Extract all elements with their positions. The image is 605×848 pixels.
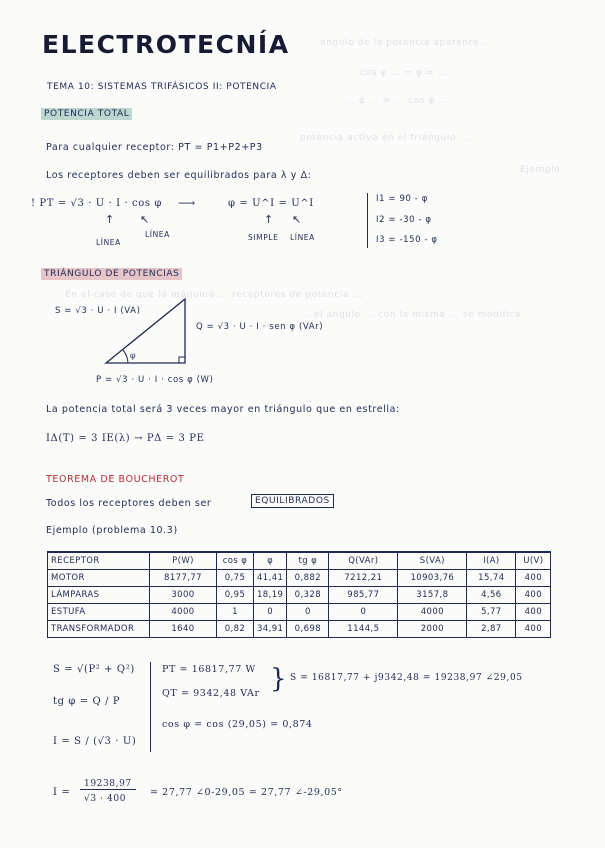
pt-result: PT = 16817,77 W <box>162 664 256 675</box>
table-cell: 4,56 <box>467 587 516 604</box>
power-triangle-diagram <box>100 295 195 370</box>
table-row <box>48 621 551 638</box>
table-header-cell: I(A) <box>467 552 516 570</box>
diag-arrow-icon: ↖ <box>140 213 150 226</box>
cond-i3: I3 = -150 - φ <box>376 235 438 245</box>
ghost-line-4: potencia activa en el triángulo ... <box>300 133 470 143</box>
table-cell: 0,82 <box>217 621 254 638</box>
s-result: S = 16817,77 + j9342,48 = 19238,97 ∠29,05 <box>290 673 523 683</box>
arrow-icon: ⟶ <box>178 196 196 210</box>
table-cell: 985,77 <box>329 587 398 604</box>
table-cell: 0,882 <box>287 570 329 587</box>
ghost-line-2: cos φ ... = φ = ... <box>360 68 448 78</box>
table-cell: 400 <box>516 570 551 587</box>
table-header-cell: cos φ <box>217 552 254 570</box>
final-denominator: √3 · 400 <box>84 794 127 804</box>
table-cell: 4000 <box>398 604 467 621</box>
note-triangulo: La potencia total será 3 veces mayor en triángulo que en estrella: <box>46 404 400 415</box>
table-cell: 7212,21 <box>329 570 398 587</box>
cond-i2: I2 = -30 - φ <box>376 215 432 225</box>
table-cell: MOTOR <box>48 570 150 587</box>
diag-arrow-icon: ↖ <box>292 213 302 226</box>
right-angle-mark <box>179 357 185 363</box>
table-cell: 1640 <box>150 621 217 638</box>
table-cell: 5,77 <box>467 604 516 621</box>
table-cell: 0 <box>287 604 329 621</box>
table-header-row <box>48 552 551 570</box>
table-cell: 1 <box>217 604 254 621</box>
table-cell: 2,87 <box>467 621 516 638</box>
table-cell: 400 <box>516 621 551 638</box>
section-triangulo: TRIÁNGULO DE POTENCIAS <box>41 268 182 280</box>
tema-heading: TEMA 10: SISTEMAS TRIFÁSICOS II: POTENCIA <box>47 82 277 92</box>
table-cell: 3157,8 <box>398 587 467 604</box>
final-result: = 27,77 ∠0-29,05 = 27,77 ∠-29,05° <box>150 787 343 798</box>
label-linea-i: LÍNEA <box>145 230 170 239</box>
table-cell: 15,74 <box>467 570 516 587</box>
label-q: Q = √3 · U · I · sen φ (VAr) <box>196 322 324 332</box>
divider-line <box>150 662 151 752</box>
formula-s: S = √(P² + Q²) <box>53 664 135 675</box>
line-todos-receptores: Todos los receptores deben ser <box>46 498 212 509</box>
ghost-line-5: Ejemplo <box>520 165 561 175</box>
section-boucherot: TEOREMA DE BOUCHEROT <box>46 474 185 485</box>
boxed-equilibrados: EQUILIBRADOS <box>251 494 334 508</box>
table-cell: 400 <box>516 604 551 621</box>
ghost-line-7: ... el ángulo ... con la misma ... se modifica <box>300 310 522 320</box>
ghost-line-1: ángulo de la potencia aparente ... <box>320 38 493 48</box>
table-cell: ESTUFA <box>48 604 150 621</box>
final-i-symbol: I = <box>53 787 71 798</box>
table-cell: 34,91 <box>254 621 287 638</box>
table-row <box>48 604 551 621</box>
qt-result: QT = 9342,48 VAr <box>162 688 260 699</box>
table-cell: 8177,77 <box>150 570 217 587</box>
table-cell: 4000 <box>150 604 217 621</box>
section-potencia-total: POTENCIA TOTAL <box>41 108 132 120</box>
table-cell: 0,95 <box>217 587 254 604</box>
bracket-line <box>367 193 368 248</box>
table-header-cell: Q(VAr) <box>329 552 398 570</box>
up-arrow-icon: ↑ <box>105 213 115 226</box>
formula-i: I = S / (√3 · U) <box>53 736 137 747</box>
angle-arc <box>123 350 128 363</box>
table-cell: 0,698 <box>287 621 329 638</box>
receptors-table <box>47 551 551 638</box>
brace-icon: } <box>270 664 288 694</box>
cond-i1: I1 = 90 - φ <box>376 194 428 204</box>
eq-delta-star: IΔ(T) = 3 IE(λ) → PΔ = 3 PE <box>46 433 205 444</box>
table-cell: TRANSFORMADOR <box>48 621 150 638</box>
table-header-cell: RECEPTOR <box>48 552 150 570</box>
example-label: Ejemplo (problema 10.3) <box>46 525 178 536</box>
line-cualquier-receptor: Para cualquier receptor: PT = P1+P2+P3 <box>46 142 263 153</box>
ghost-line-6: En el caso de que la máquina ... receptores de potencia ... <box>65 290 363 300</box>
table-cell: 41,41 <box>254 570 287 587</box>
angle-phi: φ <box>130 351 137 360</box>
table-cell: 0 <box>329 604 398 621</box>
table-cell: 0,75 <box>217 570 254 587</box>
final-numerator: 19238,97 <box>80 779 136 790</box>
line-equilibrados: Los receptores deben ser equilibrados para λ y Δ: <box>46 170 312 181</box>
table-cell: 18,19 <box>254 587 287 604</box>
table-header-cell: S(VA) <box>398 552 467 570</box>
table-cell: 10903,76 <box>398 570 467 587</box>
table-header-cell: tg φ <box>287 552 329 570</box>
table-row <box>48 570 551 587</box>
cos-result: cos φ = cos (29,05) = 0,874 <box>162 719 313 730</box>
table-row <box>48 587 551 604</box>
label-simple: SIMPLE <box>248 233 279 242</box>
table-cell: 1144,5 <box>329 621 398 638</box>
table-cell: 0,328 <box>287 587 329 604</box>
label-p: P = √3 · U · I · cos φ (W) <box>96 375 214 385</box>
table-cell: 3000 <box>150 587 217 604</box>
triangle-shape <box>106 299 185 363</box>
formula-tg: tg φ = Q / P <box>53 696 121 707</box>
page-title: ELECTROTECNÍA <box>42 30 290 59</box>
formula-pt: ! PT = √3 · U · I · cos φ <box>31 198 162 209</box>
label-s: S = √3 · U · I (VA) <box>55 306 141 316</box>
label-linea-u: LÍNEA <box>96 238 121 247</box>
label-linea-3: LÍNEA <box>290 233 315 242</box>
table-cell: LÁMPARAS <box>48 587 150 604</box>
formula-phi: φ = U^I = U^I <box>228 198 314 209</box>
table-header-cell: φ <box>254 552 287 570</box>
table-cell: 400 <box>516 587 551 604</box>
table-header-cell: U(V) <box>516 552 551 570</box>
up-arrow-icon: ↑ <box>264 213 274 226</box>
table-cell: 0 <box>254 604 287 621</box>
table-cell: 2000 <box>398 621 467 638</box>
table-header-cell: P(W) <box>150 552 217 570</box>
ghost-line-3: ... φ ... = ... cos φ ... <box>345 96 449 106</box>
